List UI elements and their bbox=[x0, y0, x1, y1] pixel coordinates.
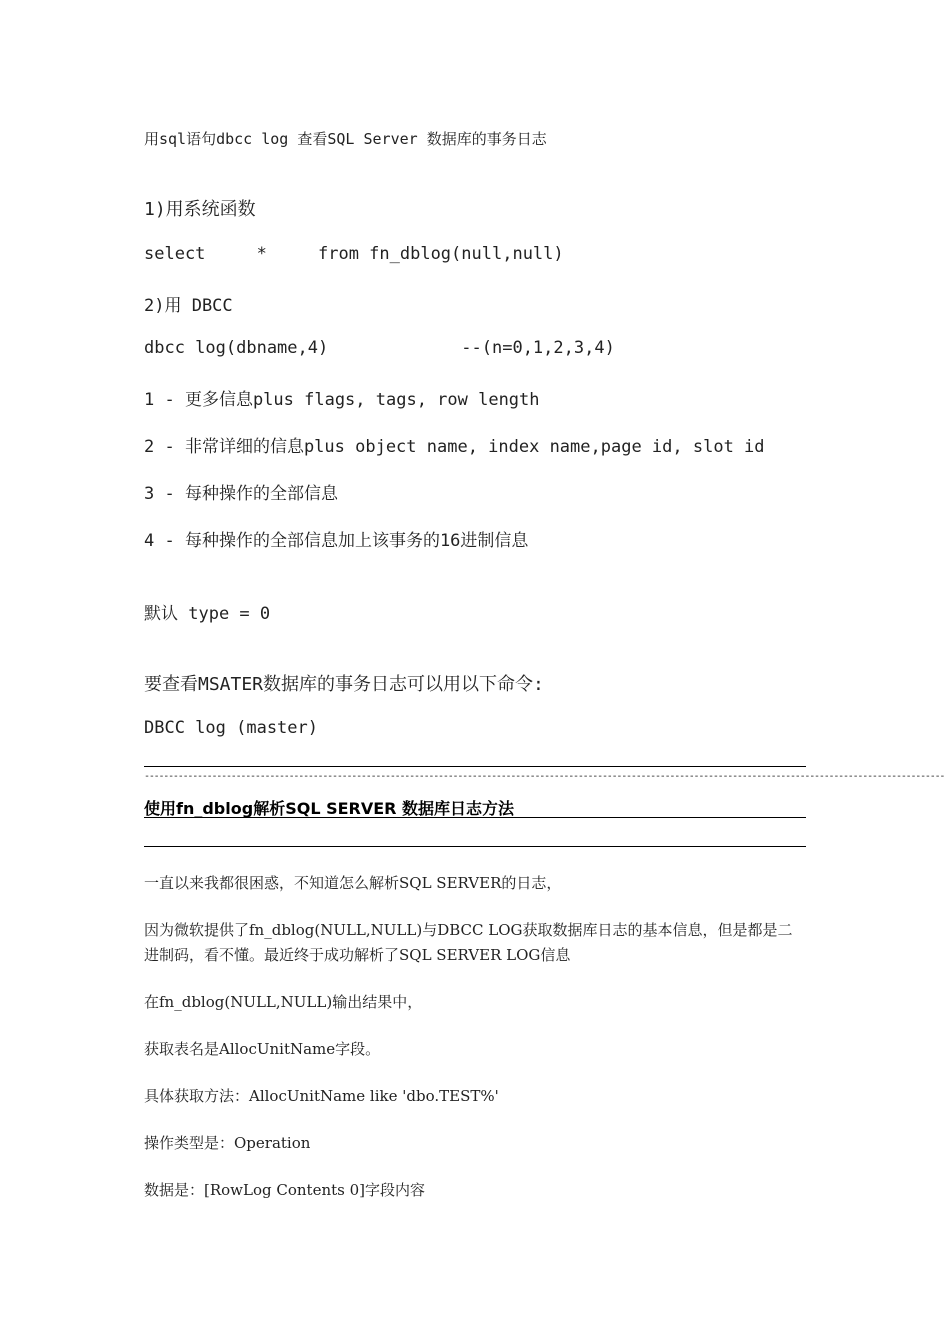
section-heading: 使用fn_dblog解析SQL SERVER 数据库日志方法 bbox=[144, 799, 515, 818]
default-type-note: 默认 type = 0 bbox=[144, 604, 271, 624]
paragraph-table-name: 获取表名是AllocUnitName字段。 bbox=[144, 1040, 381, 1058]
level-4-description: 4 - 每种操作的全部信息加上该事务的16进制信息 bbox=[144, 531, 529, 551]
level-3-description: 3 - 每种操作的全部信息 bbox=[144, 484, 338, 504]
section-heading-underline bbox=[144, 817, 806, 818]
section-top-rule bbox=[144, 766, 806, 767]
document-title: 用sql语句dbcc log 查看SQL Server 数据库的事务日志 bbox=[144, 130, 547, 148]
paragraph-rowlog-contents: 数据是：[RowLog Contents 0]字段内容 bbox=[144, 1181, 426, 1199]
dash-separator: ---------------------------------------------------------------------------------------------------------------------------------------------------------------------- bbox=[144, 771, 945, 782]
paragraph-confusion: 一直以来我都很困惑，不知道怎么解析SQL SERVER的日志， bbox=[144, 874, 562, 892]
dbcc-log-statement: dbcc log(dbname,4) --(n=0,1,2,3,4) bbox=[144, 338, 615, 358]
step-1-label: 1)用系统函数 bbox=[144, 199, 256, 220]
paragraph-output-result: 在fn_dblog(NULL,NULL)输出结果中， bbox=[144, 993, 423, 1011]
level-1-description: 1 - 更多信息plus flags, tags, row length bbox=[144, 390, 540, 410]
section-bottom-rule bbox=[144, 846, 806, 847]
step-2-label: 2)用 DBCC bbox=[144, 296, 233, 316]
paragraph-method: 具体获取方法：AllocUnitName like 'dbo.TEST%' bbox=[144, 1087, 499, 1105]
level-2-description: 2 - 非常详细的信息plus object name, index name,page id, slot id bbox=[144, 437, 765, 457]
msater-log-intro: 要查看MSATER数据库的事务日志可以用以下命令: bbox=[144, 674, 544, 695]
select-statement: select * from fn_dblog(null,null) bbox=[144, 244, 564, 264]
msater-log-command: DBCC log (master) bbox=[144, 718, 318, 738]
paragraph-operation: 操作类型是：Operation bbox=[144, 1134, 311, 1152]
paragraph-fn-dblog-intro: 因为微软提供了fn_dblog(NULL,NULL)与DBCC LOG获取数据库日志的基本信息，但是都是二进制码，看不懂。最近终于成功解析了SQL SERVER LOG信息 bbox=[144, 921, 793, 964]
